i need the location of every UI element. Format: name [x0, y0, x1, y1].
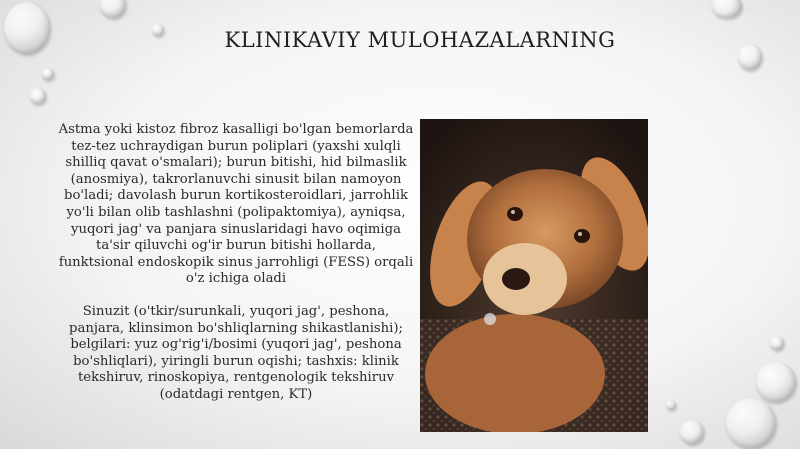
water-drop-decoration — [712, 0, 742, 18]
paragraph-sinusitis: Sinuzit (o'tkir/surunkali, yuqori jag', peshona, panjara, klinsimon bo'shliqlarning shikastlanishi); belgilari: yuz og'rig'i/bosimi (yuqori jag', peshona bo'shliqlari), yiringli burun oqishi; tashxis: klinik tekshiruv, rinoskopiya, rentgenologik tekshiruv (odatdagi rentgen, KT) — [69, 303, 403, 402]
water-drop-decoration — [42, 68, 54, 80]
water-drop-decoration — [726, 398, 776, 448]
water-drop-decoration — [770, 336, 784, 350]
dog-photo — [420, 119, 648, 432]
water-drop-decoration — [4, 2, 50, 54]
water-drop-decoration — [666, 400, 676, 410]
water-drop-decoration — [756, 362, 796, 402]
water-drop-decoration — [738, 44, 762, 70]
dog-illustration — [420, 119, 648, 432]
water-drop-decoration — [680, 420, 704, 444]
water-drop-decoration — [100, 0, 126, 18]
slide-title: KLINIKAVIY MULOHAZALARNING — [224, 28, 616, 52]
paragraph-nasal-polyps: Astma yoki kistoz fibroz kasalligi bo'lgan bemorlarda tez-tez uchraydigan burun poliplari (yaxshi xulqli shilliq qavat o'smalari); burun bitishi, hid bilmaslik (anosmiya), takrorlanuvchi sinusit bilan namoyon bo'ladi; davolash burun kortikosteroidlari, jarrohlik yo'li bilan olib tashlashni (polipaktomiya), ayniqsa, yuqori jag' va panjara sinuslaridagi havo oqimiga ta'sir qiluvchi og'ir burun bitishi hollarda, funktsional endoskopik sinus jarrohligi (FESS) orqali o'z ichiga oladi — [58, 122, 414, 287]
water-drop-decoration — [30, 88, 46, 104]
slide-body — [58, 122, 414, 420]
